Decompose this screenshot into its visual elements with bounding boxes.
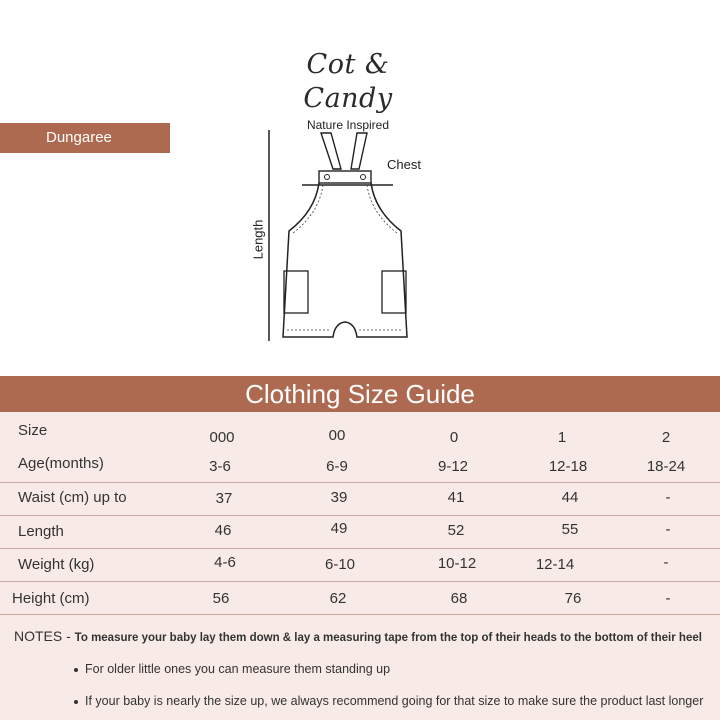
table-cell: 41 [447,489,465,506]
table-cell: 52 [447,522,465,539]
table-row-age [0,449,720,483]
table-cell: 12-18 [548,458,588,475]
notes-bullet [74,662,390,676]
table-row-waist [0,482,720,516]
table-cell: - [665,590,671,607]
bullet-text: If your baby is nearly the size up, we always recommend going for that size to make sure the product last longer [85,694,704,708]
table-cell: - [663,554,669,571]
table-cell: 4-6 [214,554,236,571]
table-cell: 62 [329,590,347,607]
chest-label: Chest [387,157,421,172]
table-cell: 49 [330,520,348,537]
table-cell: 76 [564,590,582,607]
table-row-weight [0,548,720,582]
table-cell: 46 [214,522,232,539]
table-row-height [0,581,720,615]
table-cell: 39 [330,489,348,506]
table-cell: 10-12 [437,555,477,572]
notes-bullet [74,694,703,708]
length-label: Length [250,219,266,260]
table-cell: 68 [450,590,468,607]
notes-heading: NOTES - [14,628,71,644]
notes-main: To measure your baby lay them down & lay a measuring tape from the top of their heads to the bottom of their heel [74,632,702,644]
table-row-size [0,418,720,451]
brand-tagline: Nature Inspired [306,118,390,132]
table-cell: 12-14 [535,556,575,573]
row-label: Length [18,523,64,540]
table-cell: 56 [212,590,230,607]
bullet-text: For older little ones you can measure them standing up [85,662,391,676]
notes [14,628,714,644]
table-cell: 3-6 [209,458,231,475]
row-label: Size [18,422,48,439]
table-cell: 18-24 [646,458,686,475]
table-cell: 0 [449,429,459,446]
row-label: Height (cm) [12,590,90,607]
guide-title: Clothing Size Guide [0,376,720,412]
table-cell: 2 [661,429,671,446]
bullet-dot-icon [74,700,78,704]
bullet-dot-icon [74,668,78,672]
table-cell: 55 [561,521,579,538]
table-cell: 37 [215,490,233,507]
table-cell: - [665,521,671,538]
brand-name: Cot & Candy [303,49,393,114]
row-label: Age(months) [18,455,104,472]
table-cell: 1 [557,429,567,446]
row-label: Weight (kg) [18,556,95,573]
row-label: Waist (cm) up to [18,489,127,506]
table-cell: 6-9 [326,458,348,475]
table-cell: 000 [209,429,235,446]
table-cell: 44 [561,489,579,506]
table-cell: 00 [328,427,346,444]
brand-logo [260,48,436,132]
product-tag: Dungaree [0,123,170,153]
table-cell: 6-10 [324,556,356,573]
table-row-length [0,515,720,549]
table-cell: 9-12 [437,458,469,475]
table-cell: - [665,489,671,506]
